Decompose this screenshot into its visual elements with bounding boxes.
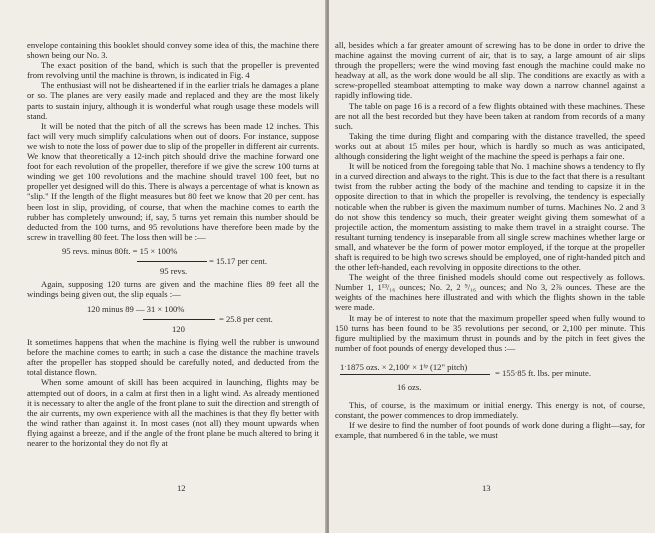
paragraph: Taking the time during flight and comparing with the distance travelled, the speed works out at about 15 miles per hour, which is hardly so much as was anticipated, although considering the light weight of the machine the speed is perhaps a fair one. [335, 130, 645, 162]
energy-equation [335, 360, 645, 394]
equation-numerator: 120 minus 89 — 31 × 100% [87, 304, 185, 315]
paragraph: Again, supposing 120 turns are given and the machine flies 89 feet all the windings being given out, the slip equals :— [27, 278, 319, 299]
paragraph: envelope containing this booklet should convey some idea of this, the machine there shown being our No. 3. [27, 40, 319, 61]
fraction-rule [340, 374, 490, 375]
equation-result: = 15.17 per cent. [209, 255, 268, 266]
equation-numerator: 1ˑ1875 ozs. × 2,100ʳ × 1ᶠᵖ (12" pitch) [340, 361, 468, 372]
paragraph: It will be noted that the pitch of all the screws has been made 12 inches. This fact will very much simplify calculations when out of doors. For instance, suppose we wish to note the loss of power due to slip of the propeller in different air currents. We know that theoretically a 12-inch pitch should drive the machine forward one foot for each revolution of the propeller, therefore if we give the screw 100 turns at winding we get 100 revolutions and the machine should travel 100 feet, but no propeller yet designed will do this. There is always a percentage of what is known as "slip." If the length of the flight measures but 80 feet we know that 20 per cent. has been lost in slip, providing, of course, that when the machine comes to earth the rubber has completely unwound; if, say, 5 turns yet remain this number should be deducted from the 100 turns, and 95 revolutions have therefore been made by the screw in travelling 80 feet. The loss then will be :— [27, 120, 319, 242]
paragraph: It will be noticed from the foregoing table that No. 1 machine shows a tendency to fly in a curved direction and always to the right. This is due to the fact that there is a resultant twist from the rubber acting the body of the machine and tending to capsize it in the opposite direction to that in which the propeller is revolving, the tendency is especially noticable when the rubber is given the maximum number of turns. Machines No. 2 and 3 do not show this tendency so much, their greater weight giving them somewhat of a projectile action, the momentum assisting to make them travel in a straight course. The resultant turning tendency is inseparable from all single screw machines whether large or small, and whatever be the form of power motor employed, if the torque at the propeller shaft is required to be high two screws should be employed, one of right-handed pitch and the other left-handed, each revolving in opposite directions to the other. [335, 161, 645, 273]
paragraph: The exact position of the band, which is such that the propeller is prevented from revolving until the machine is thrown, is indicated in Fig. 4 [27, 60, 319, 81]
paragraph: It may be of interest to note that the maximum propeller speed when fully wound to 150 turns has been found to be 35 revolutions per second, or 2,100 per minute. This figure multiplied by the maximum thrust in pounds and by the pitch in feet gives the number of foot pounds of energy developed thus :— [335, 312, 645, 353]
equation-denominator: 16 ozs. [397, 381, 422, 392]
paragraph: When some amount of skill has been acquired in launching, flights may be attempted out of doors, in a calm at first then in a light wind. As already mentioned it is necessary to alter the angle of the front plane to suit the direction and strength of the air currents, my own experience with all the machines is that they fly better with the wind rather than against it. In most cases (not all) they mount upwards when flying against a breeze, and if the angle of the front plane be much altered to bring it nearer to the horizontal they do not fly at [27, 377, 319, 448]
right-page [329, 0, 655, 533]
left-page-text [27, 40, 319, 242]
slip-equation-1 [27, 245, 319, 275]
right-page-text [335, 40, 645, 353]
paragraph: The weight of the three finished models should come out respectively as follows. Number 1, 1¹³/₁₆ ounces; No. 2, 2 ⁹/₁₆ ounces; and No 3, 2⅞ ounces. These are the weights of the machines here illustrated and with which the flights shown in the table were made. [335, 272, 645, 313]
slip-equation-2 [27, 303, 319, 333]
equation-result: = 25.8 per cent. [219, 314, 273, 325]
paragraph: The table on page 16 is a record of a few flights obtained with these machines. These are not all the best recorded but they have been taken at random from records of a many such. [335, 100, 645, 131]
right-page-text-2 [335, 400, 645, 440]
page-number: 12 [177, 483, 186, 493]
paragraph: It sometimes happens that when the machine is flying well the rubber is unwound before the machine comes to earth; in such a case the distance the machine travels after the propeller has stopped should be carefully noted, and deducted from the total distance flown. [27, 337, 319, 378]
paragraph: all, besides which a far greater amount of screwing has to be done in order to drive the machine against the moving current of air, that is to say, a large amount of air slips through the propellers; were the wind moving fast enough the machine could make no headway at all, as the work done would be all slip. The conditions are exactly as with a screw-propelled steamboat attempting to make way down a narrow channel against a rapidly inflowing tide. [335, 40, 645, 101]
equation-denominator: 120 [172, 324, 185, 335]
paragraph: If we desire to find the number of foot pounds of work done during a flight—say, for example, that numbered 6 in the table, we must [335, 420, 645, 441]
equation-result: = 155ˑ85 ft. lbs. per minute. [495, 367, 592, 378]
left-page-text-3 [27, 337, 319, 448]
fraction-rule [137, 261, 207, 262]
left-page [0, 0, 327, 533]
paragraph: This, of course, is the maximum or initial energy. This energy is not, of course, constant, the power commences to drop immediately. [335, 399, 645, 420]
fraction-rule [143, 319, 215, 320]
page-number: 13 [482, 483, 491, 493]
paragraph: The enthusiast will not be disheartened if in the earlier trials he damages a plane or so. The planes are very easily made and replaced and they are the most likely parts to sustain injury, although it is wonderful what rough usage these models will stand. [27, 80, 319, 121]
left-page-text-2 [27, 279, 319, 299]
equation-numerator: 95 revs. minus 80ft. = 15 × 100% [62, 245, 178, 256]
equation-denominator: 95 revs. [160, 265, 188, 276]
